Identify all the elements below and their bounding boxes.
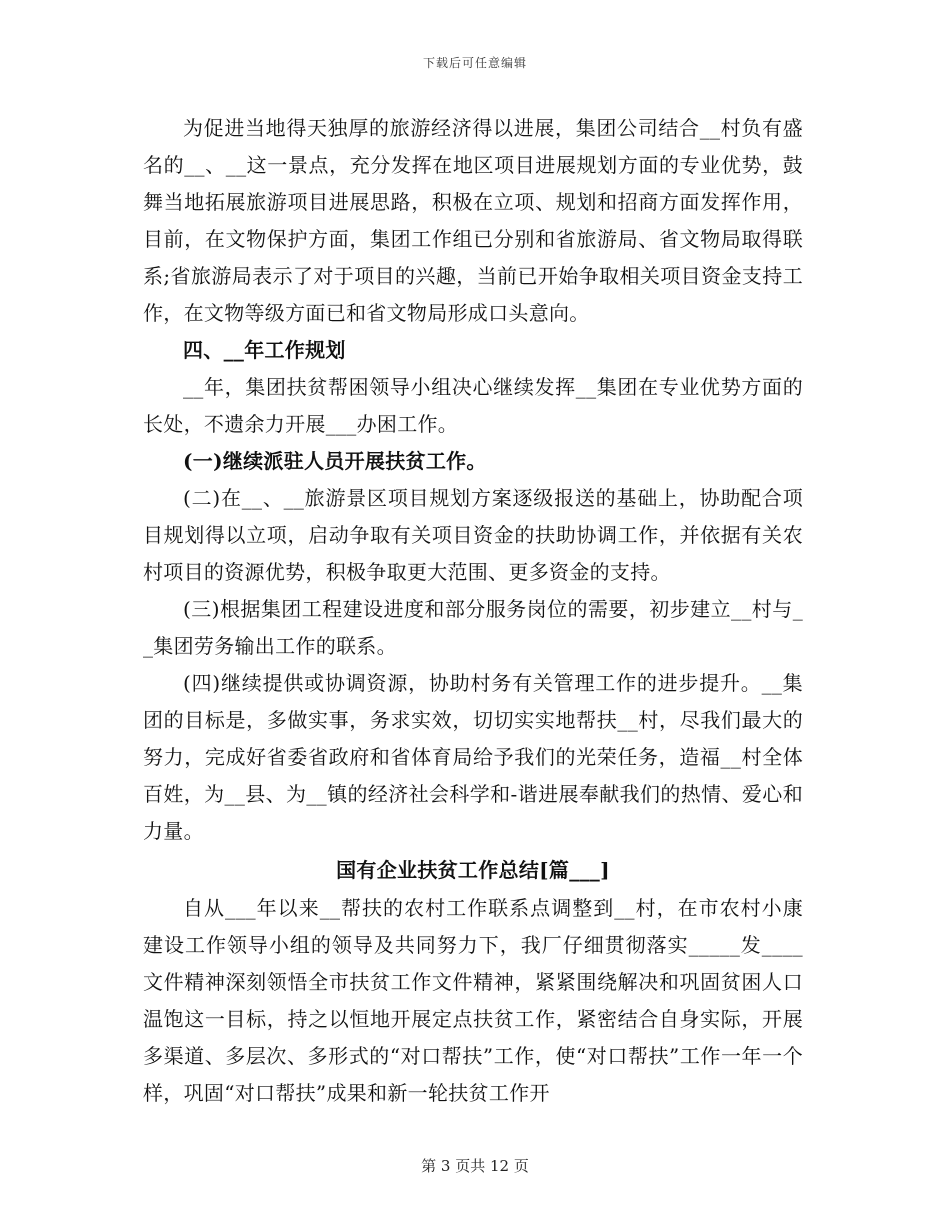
section-heading-plan: 四、__年工作规划 xyxy=(183,338,346,362)
paragraph-summary-intro: 自从___年以来__帮扶的农村工作联系点调整到__村，在市农村小康建设工作领导小组的领导及共同努力下，我厂仔细贯彻落实_____发____文件精神深刻领悟全市扶贫工作文件精神，紧紧围绕解决和巩固贫困人口温饱这一目标，持之以恒地开展定点扶贫工作，紧密结合自身实际，开展多渠道、多层次、多形式的“对口帮扶”工作，使“对口帮扶”工作一年一个样，巩固“对口帮扶”成果和新一轮扶贫工作开 xyxy=(143,896,803,1105)
paragraph-item-2: (二)在__、__旅游景区项目规划方案逐级报送的基础上，协助配合项目规划得以立项，启动争取有关项目资金的扶助协调工作，并依据有关农村项目的资源优势，积极争取更大范围、更多资金的支持。 xyxy=(143,486,803,584)
paragraph-item-3: (三)根据集团工程建设进度和部分服务岗位的需要，初步建立__村与__集团劳务输出工作的联系。 xyxy=(143,597,803,658)
document-body xyxy=(143,110,803,1112)
page-header: 下载后可任意编辑 xyxy=(422,56,527,70)
article-title: 国有企业扶贫工作总结[篇___] xyxy=(336,858,610,882)
page-footer: 第 3 页共 12 页 xyxy=(421,1157,529,1175)
subheading-item-1: (一)继续派驻人员开展扶贫工作。 xyxy=(183,449,487,473)
paragraph-tourism: 为促进当地得天独厚的旅游经济得以进展，集团公司结合__村负有盛名的__、__这一景点，充分发挥在地区项目进展规划方面的专业优势，鼓舞当地拓展旅游项目进展思路，积极在立项、规划和招商方面发挥作用，目前，在文物保护方面，集团工作组已分别和省旅游局、省文物局取得联系;省旅游局表示了对于项目的兴趣，当前已开始争取相关项目资金支持工作，在文物等级方面已和省文物局形成口头意向。 xyxy=(143,116,803,325)
paragraph-plan-intro: __年，集团扶贫帮困领导小组决心继续发挥__集团在专业优势方面的长处，不遗余力开展___办困工作。 xyxy=(143,375,803,436)
paragraph-item-4: (四)继续提供或协调资源，协助村务有关管理工作的进步提升。__集团的目标是，多做实事，务求实效，切切实实地帮扶__村，尽我们最大的努力，完成好省委省政府和省体育局给予我们的光荣任务，造福__村全体百姓，为__县、为__镇的经济社会科学和-谐进展奉献我们的热情、爱心和力量。 xyxy=(143,671,803,843)
